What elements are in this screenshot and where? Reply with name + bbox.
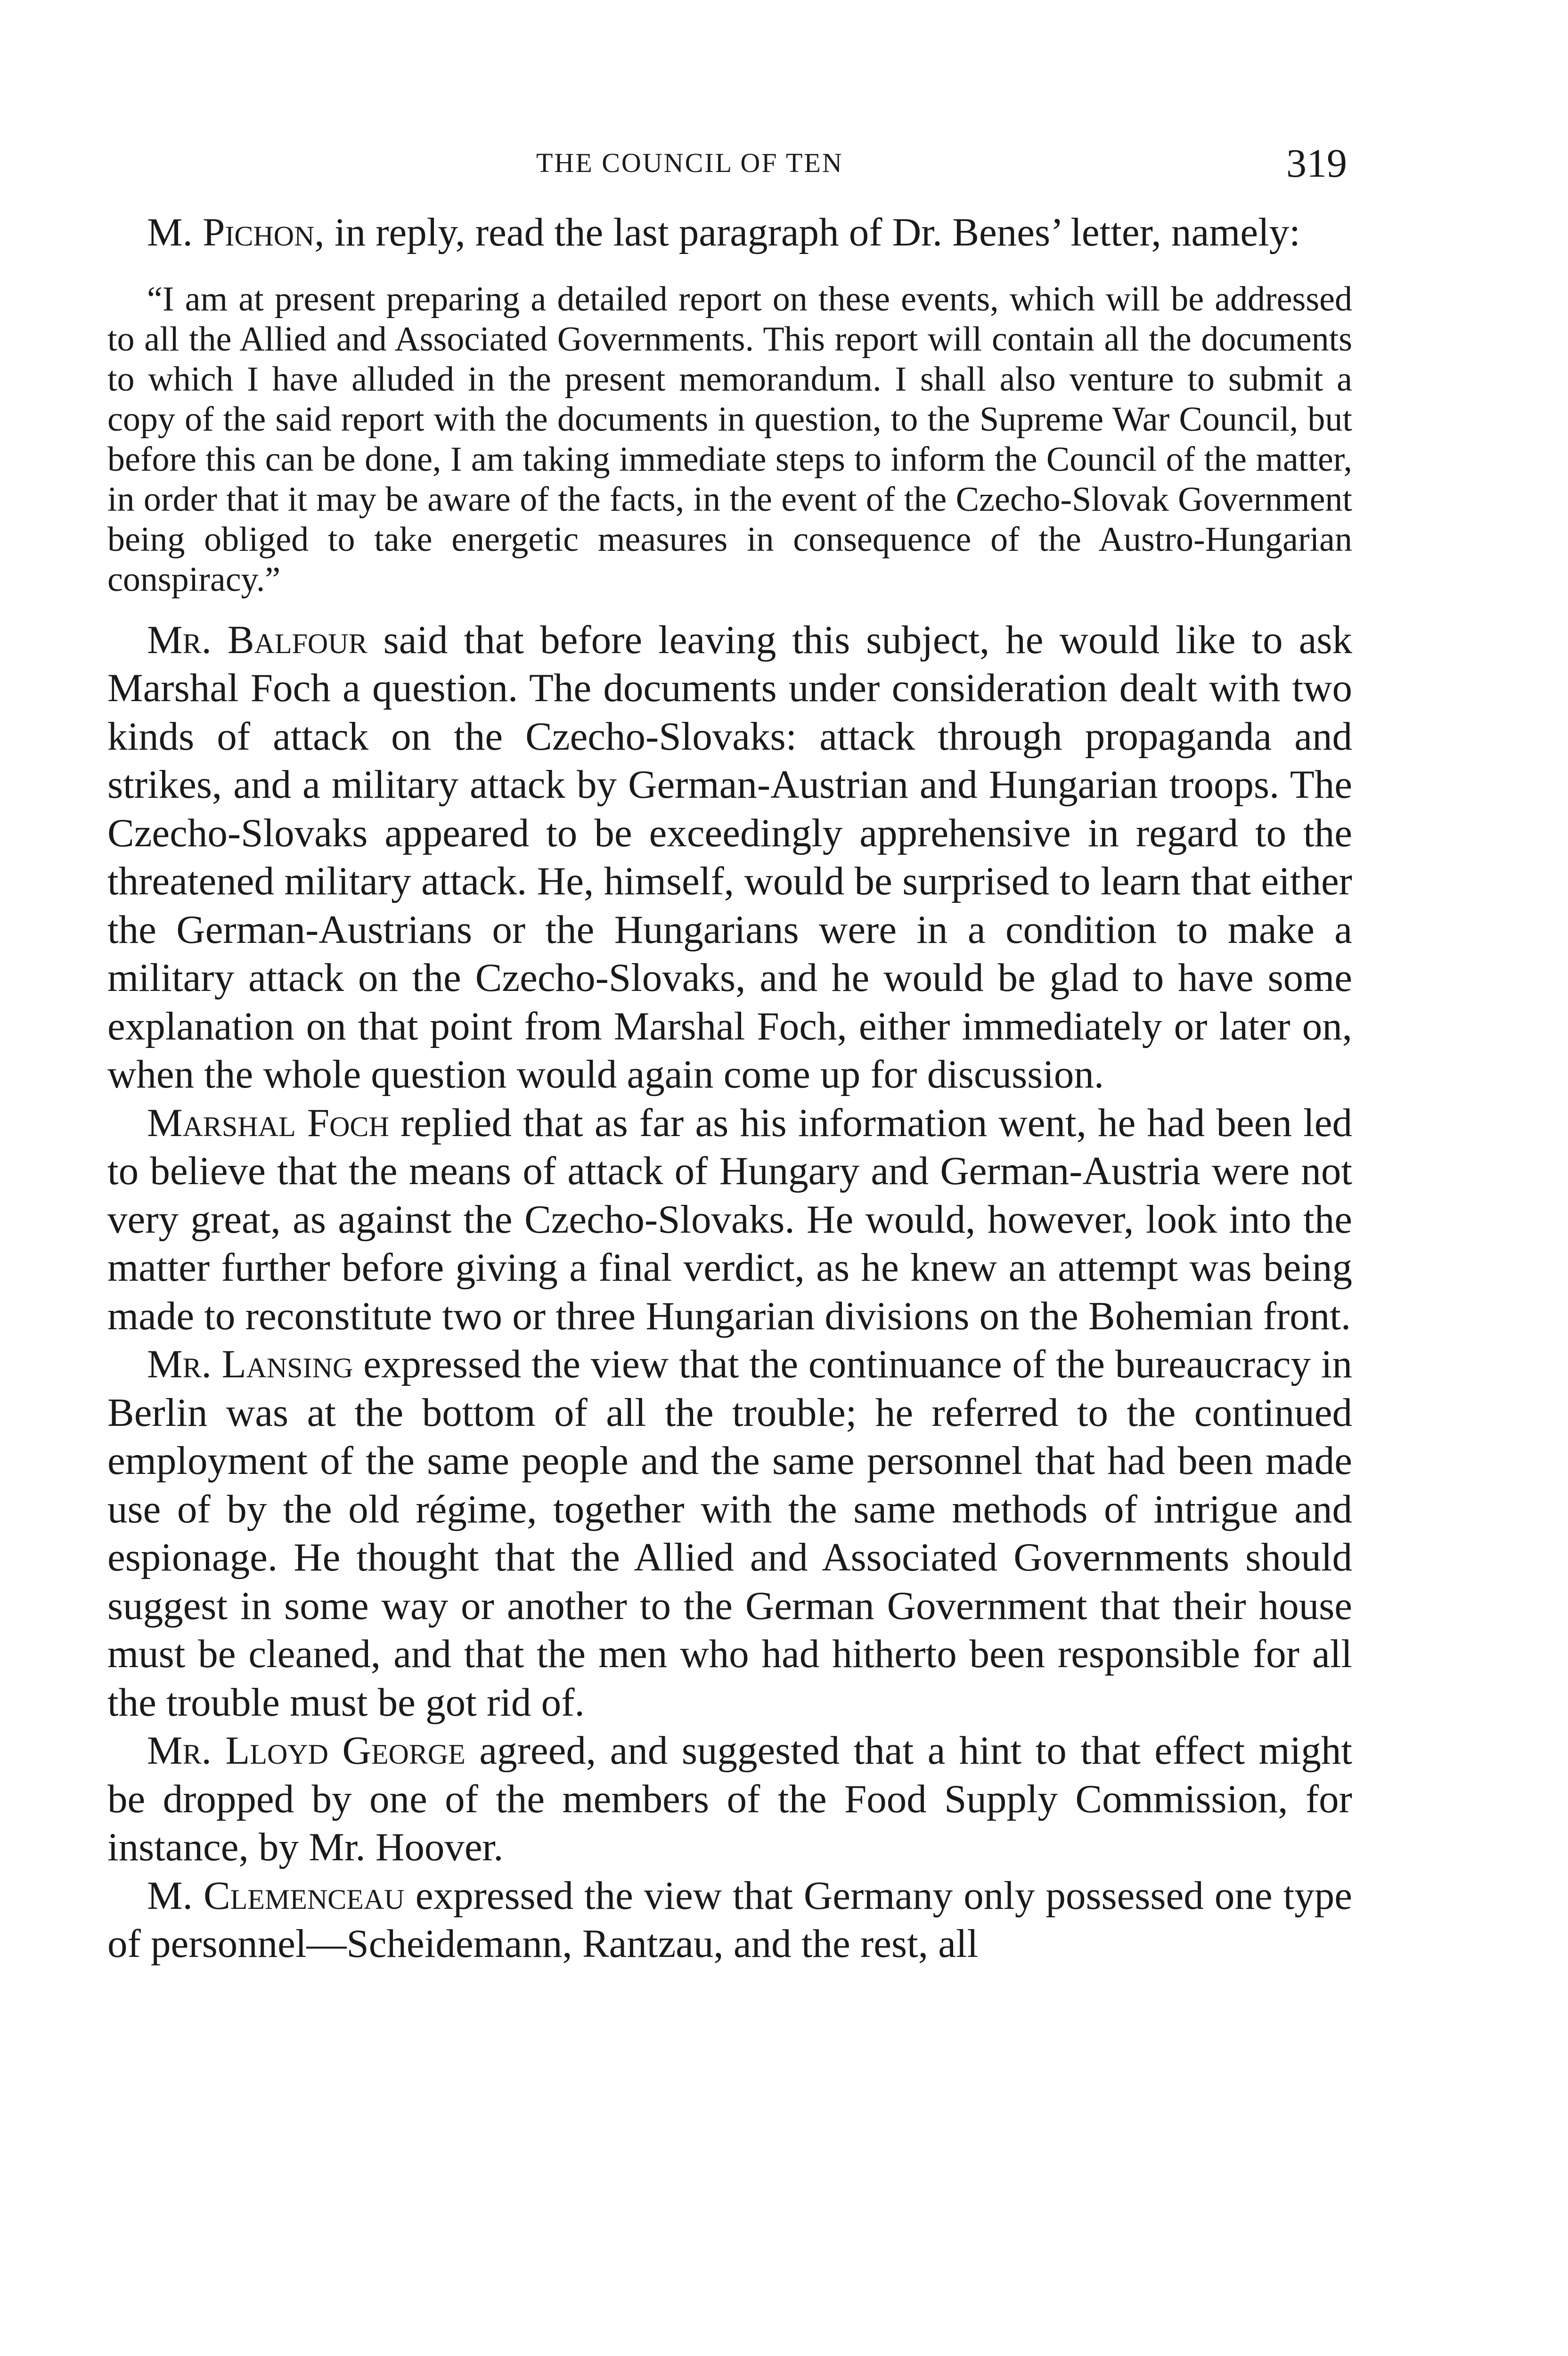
paragraph-clemenceau (107, 1872, 1352, 1968)
speaker-name: Mr. Lloyd George (147, 1728, 466, 1773)
paragraph-foch (107, 1099, 1352, 1341)
paragraph-text: said that before leaving this subject, he would like to ask Marshal Foch a question. The documents under consideration dealt with two kinds of attack on the Czecho-Slovaks: attack through propaganda and strikes, and a military attack by German-Austrian and Hungarian troops. The Czecho-Slovaks appeared to be exceedingly apprehensive in regard to the threatened military attack. He, himself, would be surprised to learn that either the German-Austrians or the Hungarians were in a condition to make a military attack on the Czecho-Slovaks, and he would be glad to have some explanation on that point from Marshal Foch, either immediately or later on, when the whole question would again come up for discussion. (107, 617, 1353, 1096)
speaker-name: Mr. Lansing (147, 1342, 353, 1386)
speaker-name: M. Clemenceau (147, 1873, 405, 1918)
paragraph-text: replied that as far as his information went, he had been led to believe that the means of attack of Hungary and German-Austria were not very great, as against the Czecho-Slovaks. He would, however, look into the matter further before giving a final verdict, as he knew an attempt was being made to reconstitute two or three Hungarian divisions on the Bohemian front. (107, 1100, 1353, 1338)
speaker-name: Mr. Balfour (147, 617, 368, 662)
speaker-name: Marshal Foch (147, 1100, 389, 1145)
speaker-name: Pichon (203, 210, 315, 254)
block-quote: “I am at present preparing a detailed report on these events, which will be addressed to all the Allied and Associated Governments. This report will contain all the documents to which I have alluded in the present memorandum. I shall also venture to submit a copy of the said report with the documents in question, to the Supreme War Council, but before this can be done, I am taking immediate steps to inform the Council of the matter, in order that it may be aware of the facts, in the event of the Czecho-Slovak Government being obliged to take energetic measures in consequence of the Austro-Hungarian conspiracy.” (107, 279, 1352, 599)
page-number: 319 (1286, 140, 1347, 186)
paragraph-lloyd-george (107, 1726, 1352, 1872)
paragraph-lansing (107, 1340, 1352, 1726)
paragraph-text: , in reply, read the last paragraph of Dr. Benes’ letter, namely: (314, 210, 1300, 254)
paragraph-pichon (107, 208, 1352, 257)
paragraph-text: expressed the view that Germany only possessed one type of personnel—Scheidemann, Rantzau, and the rest, all (107, 1873, 1353, 1966)
paragraph-text: agreed, and suggested that a hint to that effect might be dropped by one of the members of the Food Supply Commission, for instance, by Mr. Hoover. (107, 1728, 1352, 1869)
body-text (107, 208, 1352, 1968)
speaker-prefix: M. (147, 210, 203, 254)
running-head: THE COUNCIL OF TEN (536, 147, 843, 178)
paragraph-balfour (107, 616, 1352, 1099)
paragraph-text: expressed the view that the continuance of the bureaucracy in Berlin was at the bottom of all the trouble; he referred to the continued employment of the same people and the same personnel that had been made use of by the old régime, together with the same methods of intrigue and espionage. He thought that the Allied and Associated Governments should suggest in some way or another to the German Government that their house must be cleaned, and that the men who had hitherto been responsible for all the trouble must be got rid of. (107, 1342, 1352, 1725)
